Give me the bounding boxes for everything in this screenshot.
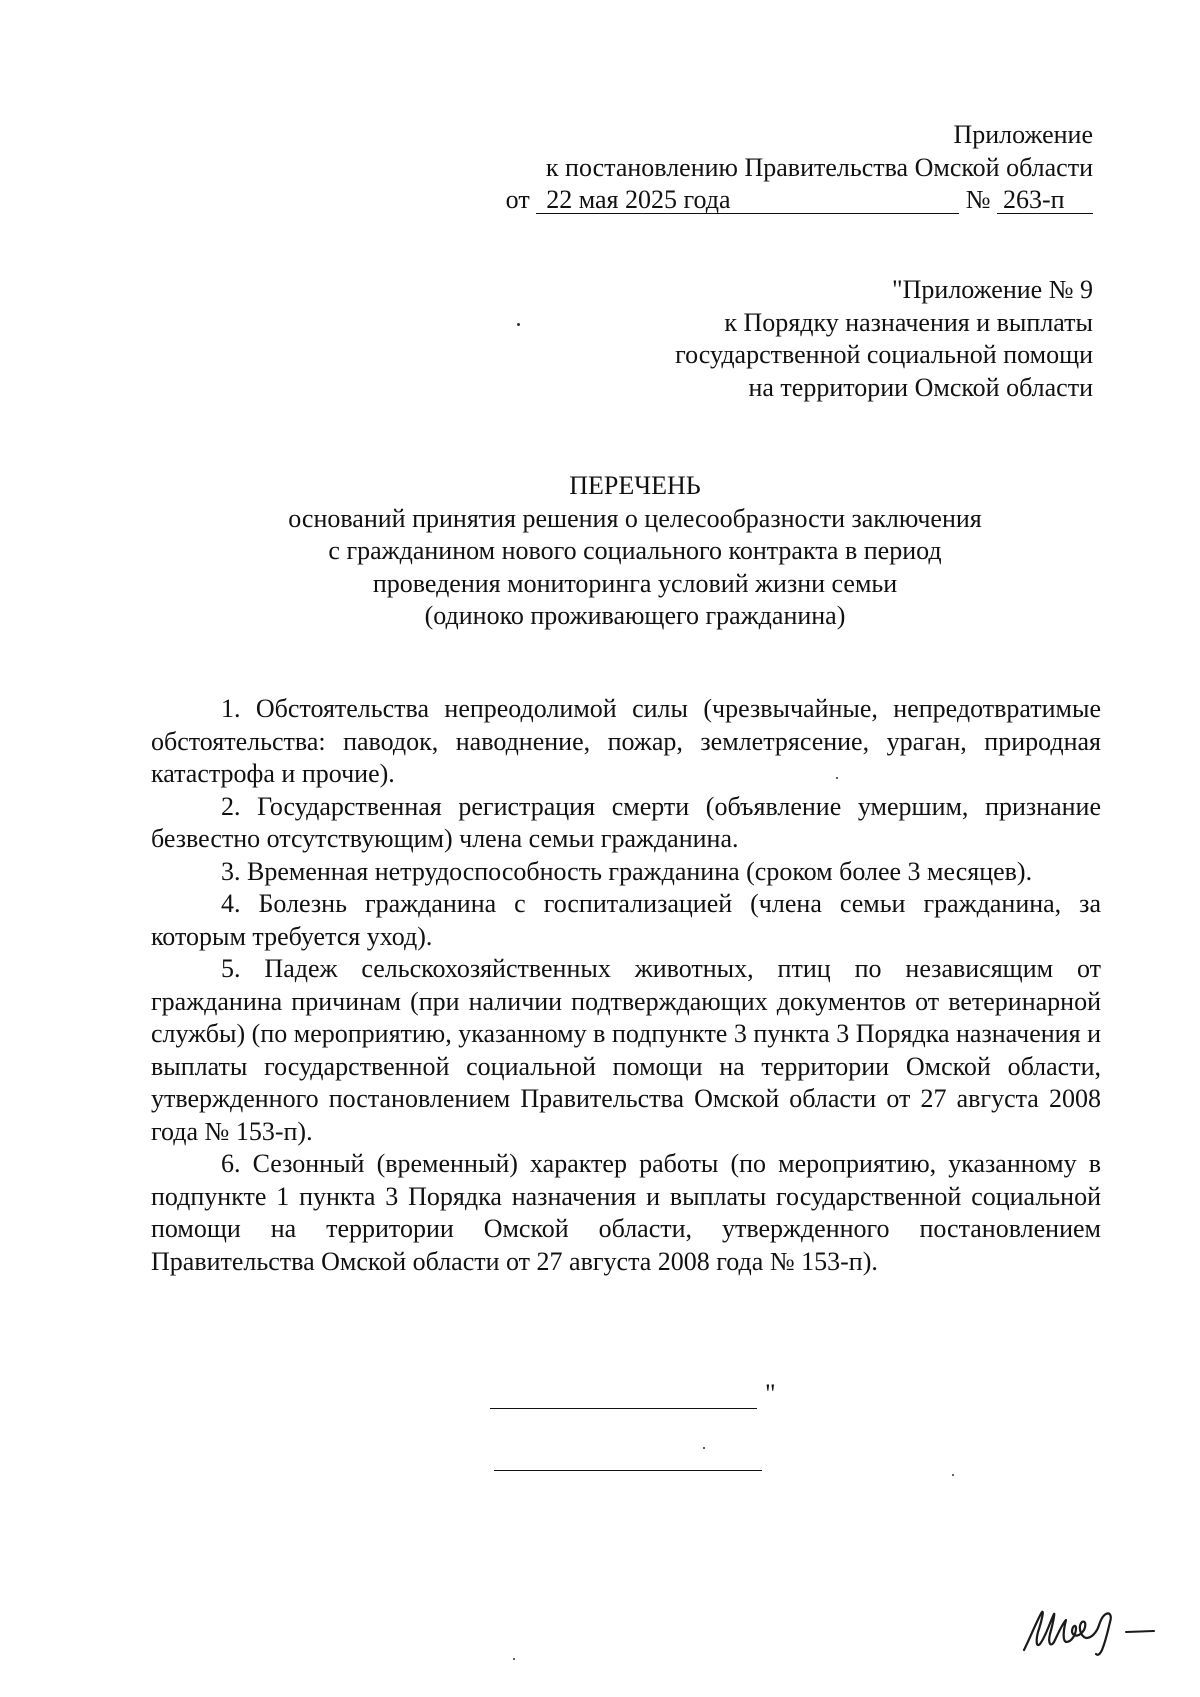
list-item: 6. Сезонный (временный) характер работы (по мероприятию, указанному в подпункте 1 пункта 3 Порядка назначения и выплаты государственной социальной помощи на территории Омской области, утвержденного постановлением Правительства Омской области от 27 августа 2008 года № 153-п). [151, 1149, 1101, 1276]
list-item: 2. Государственная регистрация смерти (объявление умершим, признание безвестно отсутствующим) члена семьи гражданина. [151, 791, 1101, 853]
grounds-list [151, 693, 1101, 1278]
title-line-1: оснований принятия решения о целесообразности заключения [288, 503, 982, 533]
closing-quote-mark: " [765, 1379, 776, 1408]
title-heading: ПЕРЕЧЕНЬ [569, 471, 701, 500]
header-appendix-label: Приложение [953, 120, 1093, 149]
header-date-field: 22 мая 2025 года [536, 187, 959, 214]
closing-rule [490, 1408, 757, 1409]
list-item: 4. Болезнь гражданина с госпитализацией (члена семьи гражданина, за которым требуется уход). [151, 889, 1101, 951]
appendix-line-4: на территории Омской области [748, 372, 1093, 402]
scan-speck [703, 1447, 705, 1449]
list-item: 1. Обстоятельства непреодолимой силы (чрезвычайные, непредотвратимые обстоятельства: паводок, наводнение, пожар, землетрясение, ураган, природная катастрофа и прочие). [151, 694, 1101, 788]
appendix-line-2: к Порядку назначения и выплаты [724, 307, 1093, 337]
header-resolution-ref: к постановлению Правительства Омской области [545, 152, 1093, 182]
scan-speck [513, 1658, 515, 1660]
document-header [506, 119, 1093, 217]
header-number-sign: № [965, 185, 991, 214]
title-line-4: (одиноко проживающего гражданина) [424, 601, 846, 630]
list-item: 5. Падеж сельскохозяйственных животных, птиц по независящим от гражданина причинам (при наличии подтверждающих документов от ветеринарной службы) (по мероприятию, указанному в подпункте 3 пункта 3 Порядка назначения и выплаты государственной социальной помощи на территории Омской области, утвержденного постановлением Правительства Омской области от 27 августа 2008 года № 153-п). [151, 954, 1101, 1146]
header-date-number-line [506, 184, 1093, 217]
separator-rule [494, 1470, 762, 1471]
title-line-2: с гражданином нового социального контракта в период [328, 536, 942, 565]
list-item: 3. Временная нетрудоспособность гражданина (сроком более 3 месяцев). [221, 856, 1033, 886]
appendix-line-1: "Приложение № 9 [892, 275, 1093, 304]
scan-speck [952, 1474, 954, 1476]
scan-speck [517, 323, 520, 326]
handwritten-signature [1020, 1598, 1160, 1658]
scan-speck [836, 777, 838, 779]
title-line-3: проведения мониторинга условий жизни семьи [372, 568, 898, 598]
header-from-label: от [505, 185, 530, 214]
appendix-line-3: государственной социальной помощи [675, 340, 1093, 369]
appendix-reference [675, 274, 1093, 404]
document-title [0, 470, 1200, 633]
header-number-field: 263-п [997, 187, 1093, 214]
